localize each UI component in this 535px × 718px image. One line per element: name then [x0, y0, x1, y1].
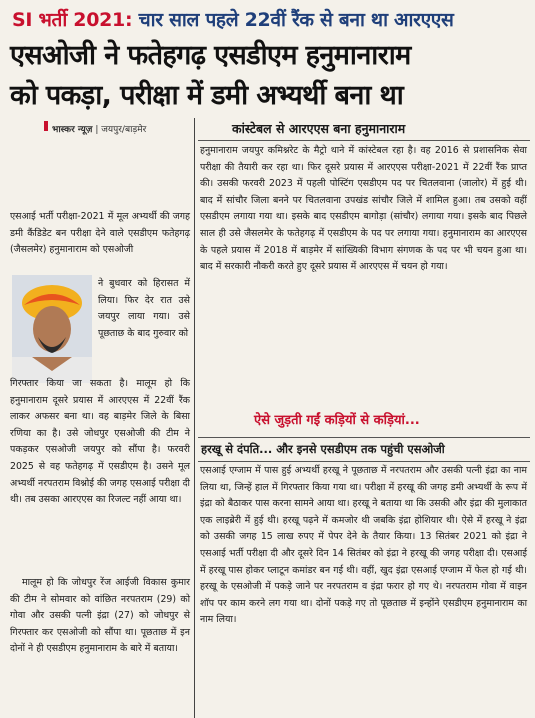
reporter-photo	[12, 275, 92, 383]
headline	[10, 36, 530, 116]
pull-quote: ऐसे जुड़ती गईं कड़ियों से कड़ियां...	[254, 413, 420, 428]
headline-line-2: को पकड़ा, परीक्षा में डमी अभ्यर्थी बना था	[10, 80, 404, 111]
byline-source: भास्कर न्यूज़	[52, 125, 93, 135]
box-subhead: कांस्टेबल से आरएएस बना हनुमानाराम	[232, 121, 406, 136]
section-subhead: हरखू से दंपति... और इनसे एसडीएम तक पहुंची एसओजी	[201, 442, 445, 456]
kicker	[12, 6, 527, 32]
section-rule	[198, 437, 530, 438]
section-subhead-rule	[198, 461, 530, 462]
byline-place: | जयपुर/बाड़मेर	[95, 125, 147, 135]
col1-wrap-text: ने बुधवार को हिरासत में लिया। फिर देर रात उसे जयपुर लाया गया। उसे पूछताछ के बाद गुरुवार को	[98, 278, 190, 339]
col1-para1-rest: गिरफ्तार किया जा सकता है। मालूम हो कि हनुमानाराम दूसरे प्रयास में आरएएस में 22वीं रैंक लाकर अफसर बना था। वह बाड़मेर जिले के बिसा रणिया का है। उसे जोधपुर एसओजी की टीम ने पकड़कर एसओजी जयपुर को सौंपा है। फरवरी 2025 से वह फतेहगढ़ में एसडीएम है। उसने मूल अभ्यर्थी नरपतराम विश्नोई की जगह एसआई परीक्षा दी थी। तब उसका आरएएस का रिजल्ट नहीं आया था।	[10, 378, 190, 506]
byline	[52, 122, 146, 135]
byline-marker	[44, 121, 48, 131]
headline-line-1: एसओजी ने फतेहगढ़ एसडीएम हनुमानाराम	[10, 40, 411, 71]
kicker-text: चार साल पहले 22वीं रैंक से बना था आरएएस	[138, 9, 454, 31]
kicker-tag: SI भर्ती 2021:	[12, 9, 133, 31]
box-body: हनुमानाराम जयपुर कमिश्नरेट के मैट्रो थाने में कांस्टेबल रहा है। वह 2016 से प्रशासनिक सेवा परीक्षा की तैयारी कर रहा था। फिर दूसरे प्रयास में आरएएस परीक्षा-2021 में 22वीं रैंक प्राप्त की। उसकी फरवरी 2023 में पहली पोस्टिंग एसडीएम पद पर चितलवाना (जालोर) में हुई थी। बाद में सांचौर जिला बनने पर चितलवाना उपखंड सांचौर जिले में शामिल हुआ। तब उसको वहीं एसडीएम लगाया गया था। इसके बाद एसडीएम बागोड़ा (सांचौर) लगाया गया। इसके बाद पिछले साल ही उसे जैसलमेर के फतेहगढ़ में एसडीएम के पद पर लगाया गया। हनुमानाराम का आरएएस के पहले प्रयास में 2018 में बाड़मेर में सांख्यिकी विभाग संगणक के पद पर भी चयन हुआ था। बाद में सरकारी नौकरी करते हुए दूसरे प्रयास में आरएएस में चयन हो गया।	[200, 145, 527, 273]
box-subhead-rule	[198, 140, 530, 141]
col2-body: एसआई एग्जाम में पास हुई अभ्यर्थी हरखू ने पूछताछ में नरपतराम और उसकी पत्नी इंद्रा का नाम लिया था, जिन्हें हाल में गिरफ्तार किया गया था। परीक्षा में हरखू की जगह डमी अभ्यर्थी के रूप में इंद्रा को बैठाकर पास करना सामने आया था। हरखू ने बताया था कि उसकी और इंद्रा की मुलाकात एक लाइब्रेरी में हुई थी। हरखू पढ़ने में कमजोर थी जबकि इंद्रा होशियार थी। ऐसे में हरखू ने इंद्रा को उसकी जगह 15 लाख रुपए में पेपर देने के तैयार किया। 13 सितंबर 2021 को इंद्रा ने एसआई भर्ती परीक्षा दी और दूसरे दिन 14 सितंबर को इंद्रा ने हरखू की जगह परीक्षा दी। एसआई में हरखू पास होकर प्लाटून कमांडर बन गई थी। वहीं, खुद इंद्रा एसआई एग्जाम में फेल हो गई थी। हरखू के एसओजी में पकड़े जाने पर नरपतराम व इंद्रा फरार हो गए थे। नरपतराम गोवा में वाइन शॉप पर काम करने लग गया था। दोनों पकड़े गए तो पूछताछ में इन्होंने एसडीएम हनुमानाराम का नाम लिया।	[200, 465, 527, 626]
col1-para1-top: एसआई भर्ती परीक्षा-2021 में मूल अभ्यर्थी की जगह डमी कैंडिडेट बन परीक्षा देने वाले एसडीएम फतेहगढ़ (जैसलमेर) हनुमानाराम को एसओजी	[10, 211, 190, 256]
col1-para2: मालूम हो कि जोधपुर रेंज आईजी विकास कुमार की टीम ने सोमवार को वांछित नरपतराम (29) को गोवा और उसकी पत्नी इंद्रा (27) को जोधपुर से गिरफ्तार कर एसओजी को सौंपा था। पूछताछ में इन दोनों ने ही एसडीएम हनुमानाराम के बारे में बताया।	[10, 577, 190, 655]
